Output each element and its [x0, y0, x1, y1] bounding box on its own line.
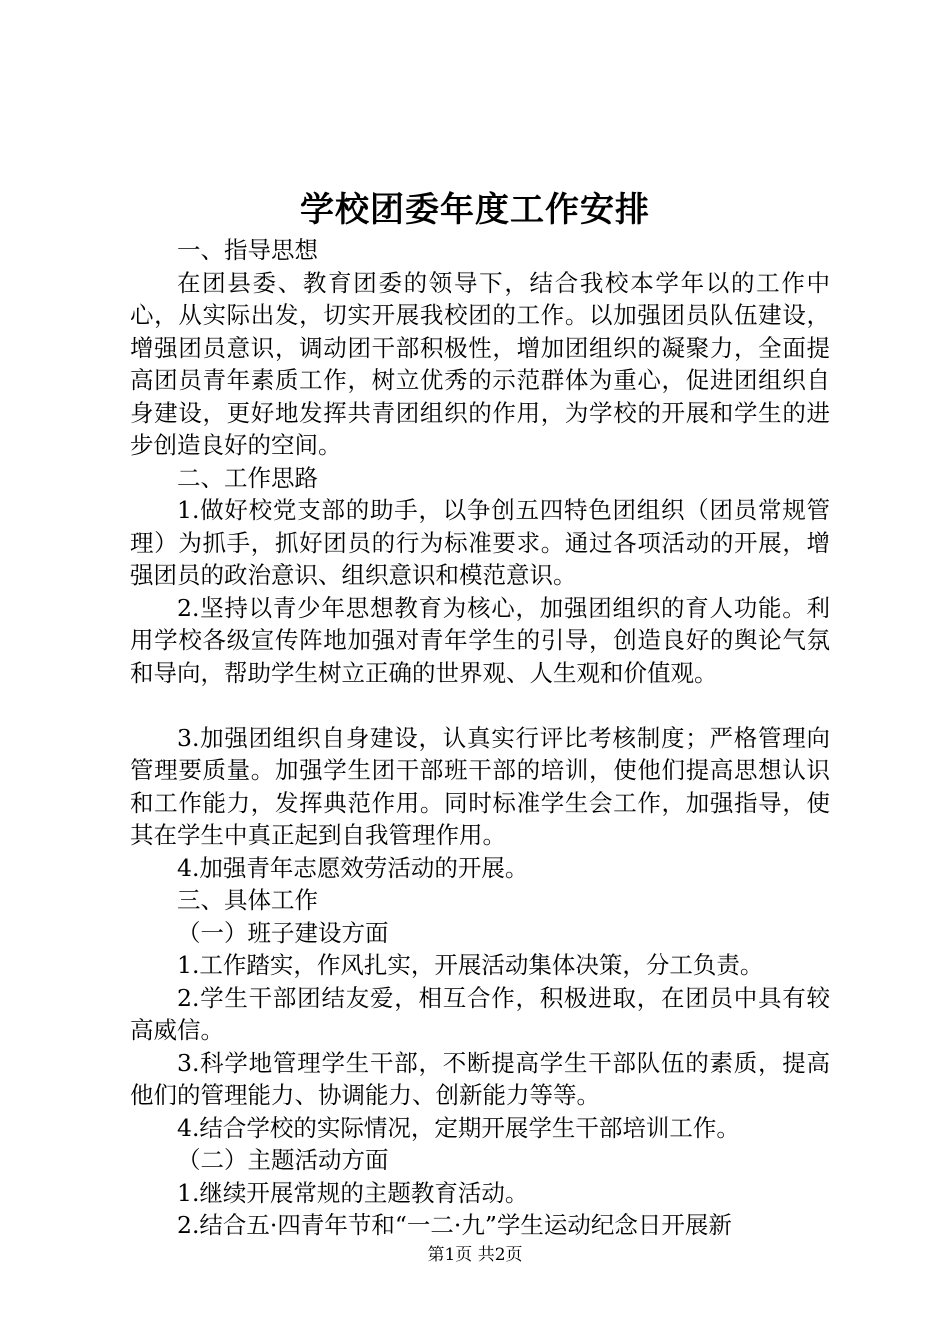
paragraph-approach-1: 1.做好校党支部的助手，以争创五四特色团组织（团员常规管理）为抓手，抓好团员的行为标准要求。通过各项活动的开展，增强团员的政治意识、组织意识和模范意识。	[130, 496, 830, 589]
document-title: 学校团委年度工作安排	[300, 190, 650, 230]
heading-specific-work: 三、具体工作	[177, 886, 318, 914]
paragraph-team-2: 2.学生干部团结友爱，相互合作，积极进取，在团员中具有较高威信。	[130, 983, 830, 1044]
subheading-team-building: （一）班子建设方面	[177, 918, 389, 947]
heading-work-approach: 二、工作思路	[177, 463, 318, 492]
paragraph-approach-2: 2.坚持以青少年思想教育为核心，加强团组织的育人功能。利用学校各级宣传阵地加强对青年学生的引导，创造良好的舆论气氛和导向，帮助学生树立正确的世界观、人生观和价值观。	[130, 593, 830, 687]
paragraph-approach-4: 4.加强青年志愿效劳活动的开展。	[177, 853, 529, 882]
paragraph-activity-1: 1.继续开展常规的主题教育活动。	[177, 1178, 529, 1207]
subheading-theme-activities: （二）主题活动方面	[177, 1146, 389, 1174]
paragraph-approach-3: 3.加强团组织自身建设，认真实行评比考核制度；严格管理向管理要质量。加强学生团干部班干部的培训，使他们提高思想认识和工作能力，发挥典范作用。同时标准学生会工作，加强指导，使其在学生中真正起到自我管理作用。	[130, 723, 830, 849]
paragraph-guiding-thought: 在团县委、教育团委的领导下，结合我校本学年以的工作中心，从实际出发，切实开展我校团的工作。以加强团员队伍建设，增强团员意识，调动团干部积极性，增加团组织的凝聚力，全面提高团员青年素质工作，树立优秀的示范群体为重心，促进团组织自身建设，更好地发挥共青团组织的作用，为学校的开展和学生的进步创造良好的空间。	[130, 268, 830, 459]
blank-line	[130, 689, 830, 722]
heading-guiding-thought: 一、指导思想	[177, 236, 318, 264]
paragraph-activity-2: 2.结合五·四青年节和“一二·九”学生运动纪念日开展新	[177, 1211, 732, 1239]
page-footer: 第1页 共2页	[427, 1245, 523, 1265]
document-body	[130, 234, 830, 1242]
paragraph-team-4: 4.结合学校的实际情况，定期开展学生干部培训工作。	[177, 1113, 740, 1142]
paragraph-team-3: 3.科学地管理学生干部，不断提高学生干部队伍的素质，提高他们的管理能力、协调能力、创新能力等等。	[130, 1048, 830, 1109]
paragraph-team-1: 1.工作踏实，作风扎实，开展活动集体决策，分工负责。	[177, 951, 764, 979]
